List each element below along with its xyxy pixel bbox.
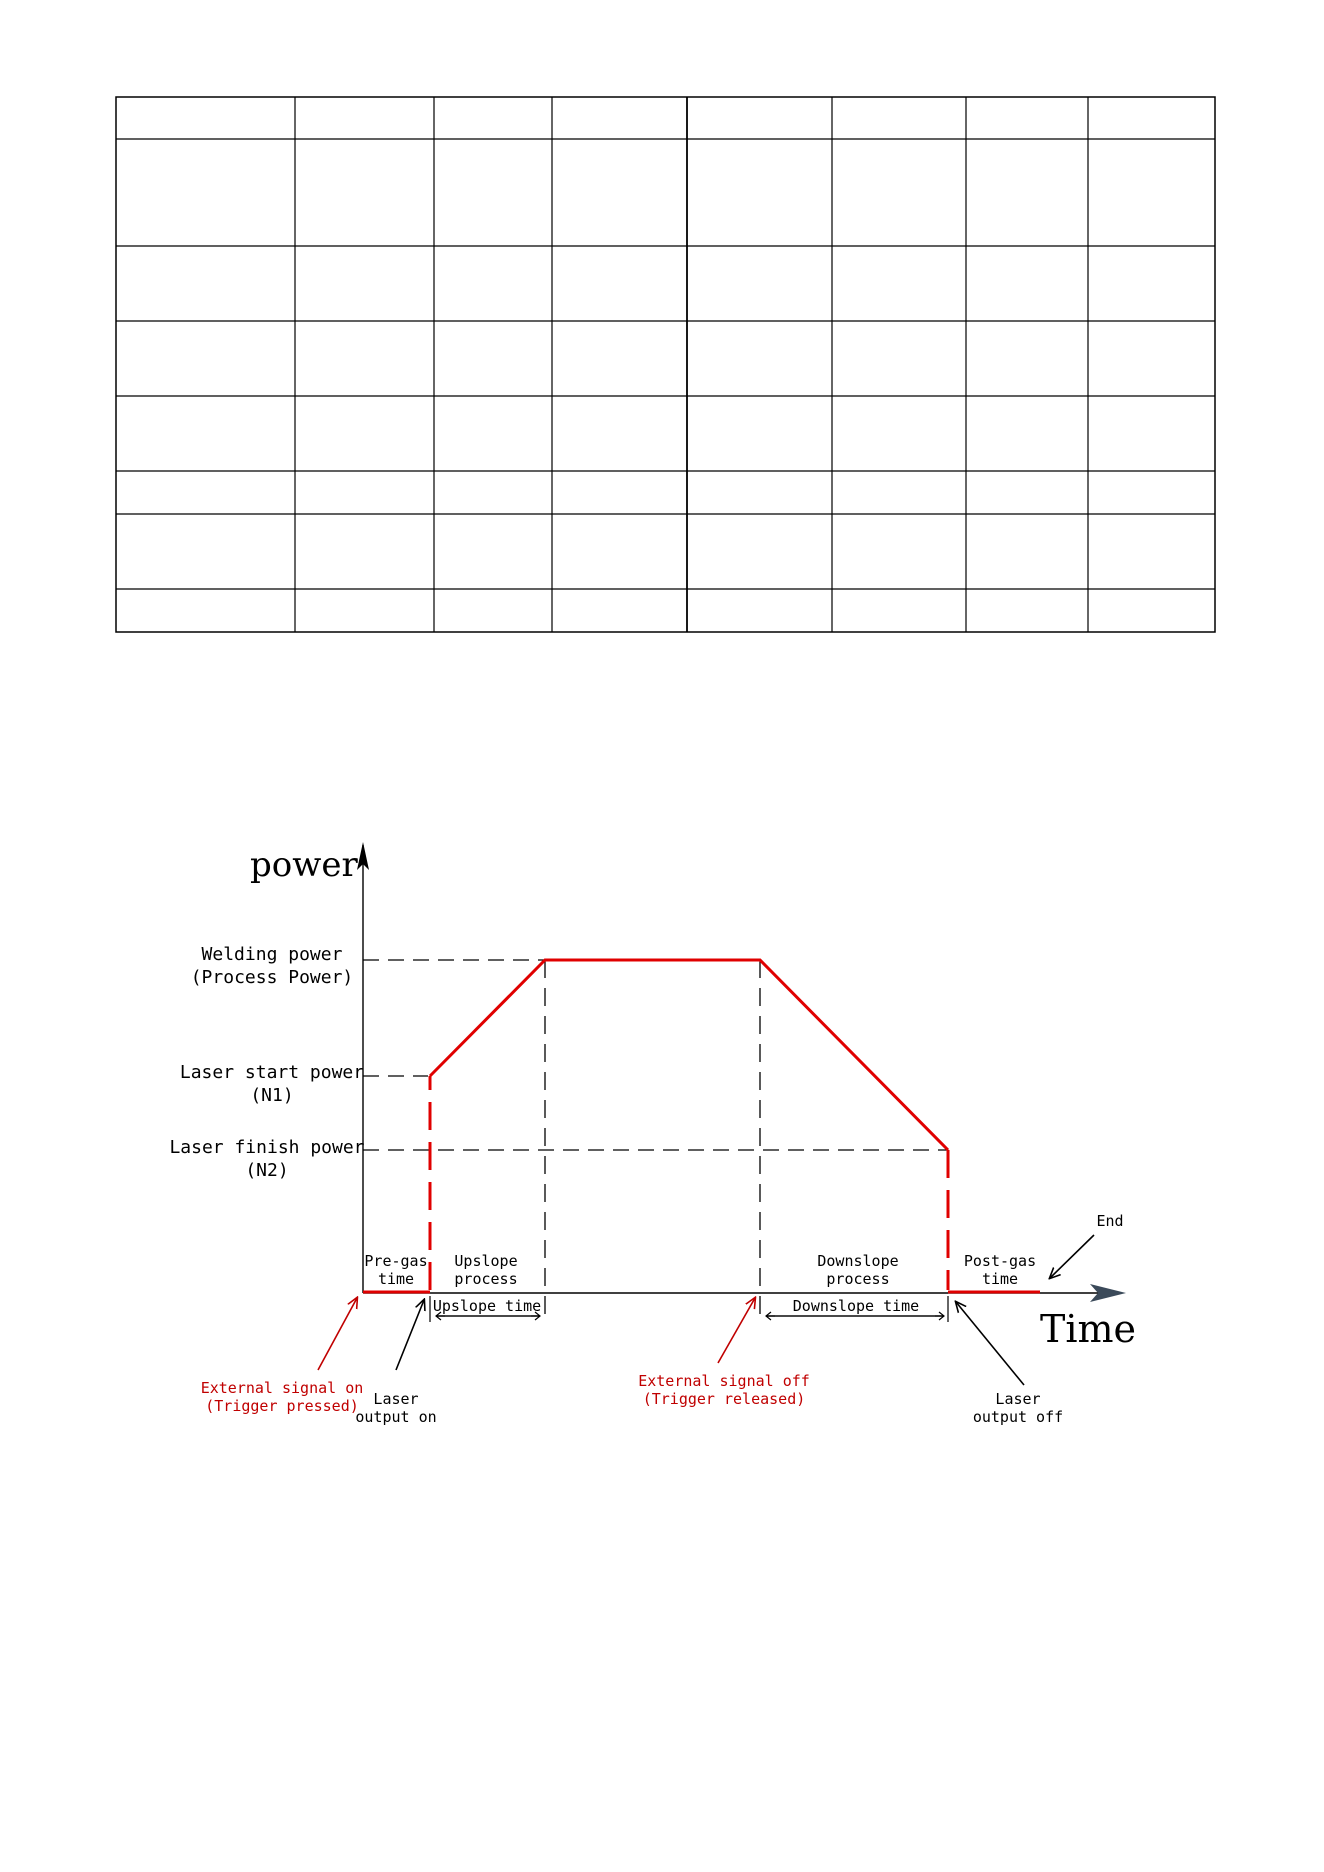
laser-output-off-arrow [956, 1302, 1024, 1385]
phase-label-pre-gas: Pre-gas [364, 1252, 428, 1270]
level-label-laser-finish-power: Laser finish power [169, 1137, 365, 1158]
event-label-output-off: output off [972, 1408, 1064, 1426]
phase-label-post-gas: Post-gas [963, 1252, 1037, 1270]
level-label-welding-power: Welding power [201, 944, 343, 965]
time-guides [545, 960, 760, 1320]
phase-label-upslope: Upslope [454, 1252, 518, 1270]
event-label-trigger-released: (Trigger released) [642, 1390, 806, 1408]
laser-output-on-arrow [396, 1300, 424, 1370]
phase-label-upslope-process: process [454, 1270, 518, 1288]
level-label-laser-start-power: Laser start power [179, 1062, 365, 1083]
event-label-laser: Laser [373, 1390, 419, 1408]
event-label-external-signal-on: External signal on [200, 1379, 364, 1397]
event-label-output-on: output on [355, 1408, 437, 1426]
phase-label-downslope-process: process [826, 1270, 890, 1288]
event-label-external-signal-off: External signal off [638, 1372, 810, 1390]
event-label-end: End [1096, 1212, 1124, 1230]
phase-label-pre-gas-time: time [377, 1270, 415, 1288]
x-axis-label: Time [1040, 1307, 1137, 1351]
level-label-n2: (N2) [245, 1160, 289, 1181]
event-label-laser-off: Laser [995, 1390, 1041, 1408]
end-arrow [1050, 1235, 1094, 1278]
y-axis-label: power [250, 845, 358, 885]
level-label-n1: (N1) [250, 1085, 294, 1106]
upslope-time-label: Upslope time [432, 1297, 542, 1315]
event-label-trigger-pressed: (Trigger pressed) [205, 1397, 359, 1415]
power-profile [363, 960, 1040, 1292]
external-signal-on-arrow [318, 1298, 357, 1370]
phase-label-downslope: Downslope [817, 1252, 899, 1270]
phase-label-post-gas-time: time [981, 1270, 1019, 1288]
downslope-time-label: Downslope time [792, 1297, 920, 1315]
level-label-process-power: (Process Power) [190, 967, 354, 988]
external-signal-off-arrow [718, 1298, 755, 1363]
